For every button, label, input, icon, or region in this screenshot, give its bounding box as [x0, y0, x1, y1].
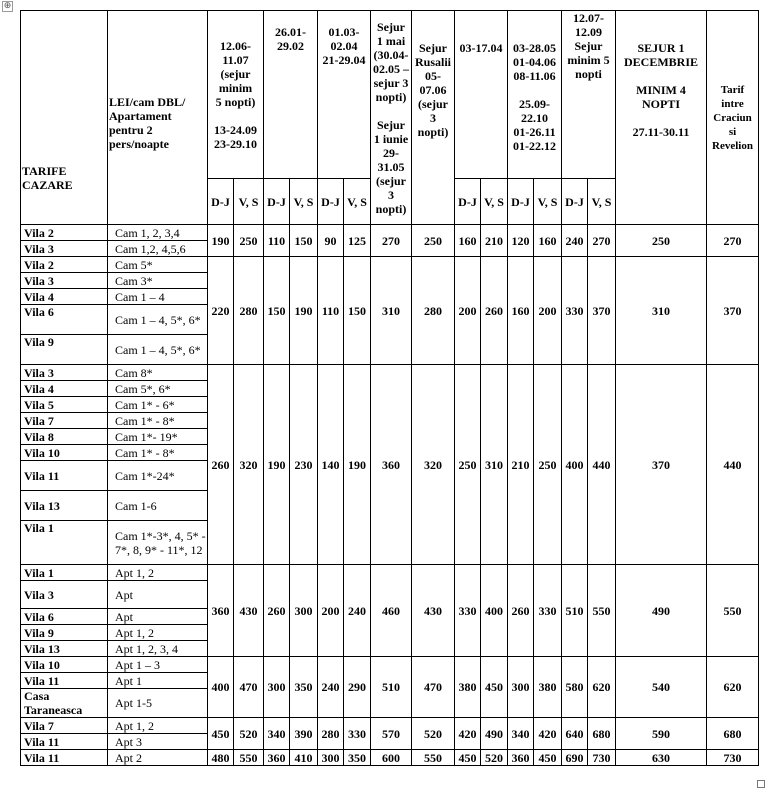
- room-list: Cam 1 – 4, 5*, 6*: [108, 335, 208, 365]
- header-line: 23-29.10: [214, 136, 257, 151]
- header-line: 29.02: [277, 39, 304, 53]
- price-cell: 150: [344, 257, 371, 365]
- vila-name: Vila 9: [21, 625, 108, 641]
- price-cell: 630: [616, 750, 707, 766]
- price-cell: 420: [455, 718, 481, 750]
- price-cell: 290: [344, 657, 371, 718]
- price-cell: 190: [208, 225, 234, 257]
- price-cell: 730: [707, 750, 759, 766]
- price-cell: 460: [371, 565, 412, 657]
- header-line: 02.05 –: [373, 61, 409, 76]
- header-line: 03-28.05: [513, 41, 556, 55]
- price-cell: 240: [562, 225, 588, 257]
- dj-label: D-J: [208, 179, 234, 225]
- header-line: 3: [430, 111, 436, 125]
- room-list: Apt 2: [108, 750, 208, 766]
- room-list: Apt 1, 2: [108, 718, 208, 734]
- room-list: Cam 5*, 6*: [108, 381, 208, 397]
- vila-name: Vila 3: [21, 241, 108, 257]
- header-line: [617, 111, 705, 125]
- price-cell: 330: [344, 718, 371, 750]
- header-line: 31.05: [377, 159, 405, 174]
- dj-label: D-J: [562, 179, 588, 225]
- period-1-header: [208, 11, 264, 179]
- price-cell: 120: [508, 225, 534, 257]
- table-row: [21, 718, 759, 734]
- header-line: [509, 83, 560, 97]
- price-cell: 350: [344, 750, 371, 766]
- room-list: Apt 1, 2: [108, 565, 208, 581]
- header-line: 02.04: [330, 39, 358, 53]
- header-line: Tarif: [720, 83, 745, 96]
- vila-name: Vila 10: [21, 657, 108, 673]
- price-cell: 570: [371, 718, 412, 750]
- room-list: Cam 1 – 4, 5*, 6*: [108, 305, 208, 335]
- room-list: Apt 1, 2: [108, 625, 208, 641]
- price-cell: 150: [290, 225, 318, 257]
- header-line: Craciun: [713, 111, 752, 124]
- period-2-header: [264, 11, 318, 179]
- price-cell: 280: [234, 257, 264, 365]
- price-cell: 200: [318, 565, 344, 657]
- vila-name: Vila 13: [21, 641, 108, 657]
- price-cell: 160: [455, 225, 481, 257]
- price-cell: 270: [707, 225, 759, 257]
- header-line: Revelion: [712, 139, 753, 152]
- price-cell: 360: [508, 750, 534, 766]
- period-10-header: [707, 11, 759, 225]
- table-move-handle-icon[interactable]: ⊕: [3, 1, 12, 11]
- vs-label: V, S: [481, 179, 508, 225]
- price-cell: 200: [455, 257, 481, 365]
- period-3-header: [318, 11, 371, 179]
- period-5-header: [412, 11, 455, 225]
- vs-label: V, S: [344, 179, 371, 225]
- header-line: NOPTI: [641, 97, 680, 111]
- header-line: Rusalii: [414, 55, 451, 69]
- price-cell: 620: [707, 657, 759, 718]
- table-row: [21, 225, 759, 241]
- room-list: Apt: [108, 581, 208, 609]
- vila-name: Vila 11: [21, 673, 108, 689]
- price-cell: 250: [412, 225, 455, 257]
- price-cell: 330: [534, 565, 562, 657]
- header-line: 05-: [425, 69, 441, 83]
- vila-name: Vila 7: [21, 718, 108, 734]
- vila-name: Vila 7: [21, 413, 108, 429]
- price-cell: 410: [290, 750, 318, 766]
- price-cell: 620: [588, 657, 616, 718]
- room-list: Cam 1*- 19*: [108, 429, 208, 445]
- period-4-header: [371, 11, 412, 225]
- price-cell: 540: [616, 657, 707, 718]
- price-cell: 440: [588, 365, 616, 565]
- vila-name: Vila 1: [21, 521, 108, 565]
- price-cell: 220: [208, 257, 234, 365]
- header-line: intre: [721, 97, 744, 110]
- room-list: Cam 5*: [108, 257, 208, 273]
- price-cell: 510: [562, 565, 588, 657]
- period-8-header: [562, 11, 616, 179]
- price-cell: 110: [264, 225, 290, 257]
- vila-name: Vila 8: [21, 429, 108, 445]
- vila-name: Vila 3: [21, 273, 108, 289]
- table-row: [21, 750, 759, 766]
- header-line: (30.04-: [373, 47, 409, 62]
- price-cell: 300: [508, 657, 534, 718]
- header-line: (sejur: [220, 66, 251, 81]
- price-cell: 600: [371, 750, 412, 766]
- room-list: Apt 1 – 3: [108, 657, 208, 673]
- price-cell: 370: [707, 257, 759, 365]
- price-cell: 360: [264, 750, 290, 766]
- vs-label: V, S: [234, 179, 264, 225]
- header-line: 01-04.06: [513, 55, 556, 69]
- price-cell: 300: [318, 750, 344, 766]
- price-cell: 350: [290, 657, 318, 718]
- header-line: DECEMBRIE: [623, 55, 698, 69]
- price-cell: 270: [588, 225, 616, 257]
- price-cell: 450: [481, 657, 508, 718]
- price-cell: 550: [234, 750, 264, 766]
- room-list: Cam 1, 2, 3,4: [108, 225, 208, 241]
- price-cell: 340: [508, 718, 534, 750]
- header-line: Sejur: [377, 19, 405, 34]
- header-line: [372, 104, 410, 118]
- header-line: 1 iunie: [373, 131, 409, 146]
- header-line: 5 nopti): [215, 94, 256, 109]
- header-line: Sejur: [419, 41, 447, 55]
- header-line: 29-: [383, 145, 399, 160]
- vila-name: Vila 2: [21, 225, 108, 241]
- price-cell: 240: [344, 565, 371, 657]
- price-cell: 430: [412, 565, 455, 657]
- price-cell: 210: [508, 365, 534, 565]
- price-cell: 430: [234, 565, 264, 657]
- price-cell: 580: [562, 657, 588, 718]
- room-list: Cam 1* - 8*: [108, 413, 208, 429]
- room-list: Cam 1-6: [108, 491, 208, 521]
- vs-label: V, S: [588, 179, 616, 225]
- price-cell: 260: [208, 365, 234, 565]
- vila-name: Vila 4: [21, 289, 108, 305]
- vila-name: Vila 11: [21, 734, 108, 750]
- header-line: 12.07-: [573, 11, 604, 25]
- vila-name: Vila 4: [21, 381, 108, 397]
- dj-label: D-J: [264, 179, 290, 225]
- header-line: (sejur: [376, 173, 406, 188]
- price-cell: 420: [534, 718, 562, 750]
- vila-name: Vila 1: [21, 565, 108, 581]
- price-cell: 300: [290, 565, 318, 657]
- room-list: Apt 1: [108, 673, 208, 689]
- room-list: Cam 1*-24*: [108, 461, 208, 491]
- price-cell: 590: [616, 718, 707, 750]
- room-list: Cam 1,2, 4,5,6: [108, 241, 208, 257]
- header-line: 12.09: [575, 25, 602, 39]
- header-line: Sejur: [574, 39, 603, 53]
- price-cell: 520: [481, 750, 508, 766]
- lei-header: LEI/cam DBL/ Apartament pentru 2 pers/noapte: [108, 11, 208, 225]
- vs-label: V, S: [534, 179, 562, 225]
- header-line: 01-22.12: [513, 139, 556, 153]
- header-line: 03-17.04: [459, 41, 503, 55]
- room-list: Apt 3: [108, 734, 208, 750]
- price-cell: 680: [707, 718, 759, 750]
- table-resize-handle-icon[interactable]: [757, 780, 765, 788]
- vila-name: Vila 2: [21, 257, 108, 273]
- period-9-header: [616, 11, 707, 225]
- price-cell: 480: [208, 750, 234, 766]
- price-cell: 250: [234, 225, 264, 257]
- header-line: nopti): [417, 125, 449, 139]
- price-cell: 400: [208, 657, 234, 718]
- table-row: [21, 365, 759, 381]
- price-cell: 490: [616, 565, 707, 657]
- price-cell: 330: [455, 565, 481, 657]
- vila-name: Casa Taraneasca: [21, 689, 108, 718]
- vs-label: V, S: [290, 179, 318, 225]
- tarife-table: [20, 10, 759, 766]
- vila-name: Vila 10: [21, 445, 108, 461]
- price-cell: 490: [481, 718, 508, 750]
- price-cell: 250: [534, 365, 562, 565]
- header-line: 11.07: [222, 52, 249, 67]
- tarife-cazare-header: TARIFE CAZARE: [21, 11, 108, 225]
- table-row: [21, 565, 759, 581]
- room-list: Cam 3*: [108, 273, 208, 289]
- price-cell: 510: [371, 657, 412, 718]
- price-cell: 550: [412, 750, 455, 766]
- price-cell: 90: [318, 225, 344, 257]
- room-list: Cam 1 – 4: [108, 289, 208, 305]
- header-line: 12.06-: [220, 38, 251, 53]
- room-list: Cam 1* - 6*: [108, 397, 208, 413]
- header-line: (sejur: [418, 97, 448, 111]
- price-cell: 320: [412, 365, 455, 565]
- price-cell: 125: [344, 225, 371, 257]
- price-cell: 380: [534, 657, 562, 718]
- header-line: SEJUR 1: [637, 41, 685, 55]
- room-list: Cam 1* - 8*: [108, 445, 208, 461]
- vila-name: Vila 11: [21, 461, 108, 491]
- price-cell: 550: [707, 565, 759, 657]
- dj-label: D-J: [318, 179, 344, 225]
- price-cell: 300: [264, 657, 290, 718]
- vila-name: Vila 6: [21, 609, 108, 625]
- price-cell: 680: [588, 718, 616, 750]
- price-cell: 370: [588, 257, 616, 365]
- price-cell: 110: [318, 257, 344, 365]
- vila-name: Vila 3: [21, 365, 108, 381]
- price-cell: 640: [562, 718, 588, 750]
- price-cell: 240: [318, 657, 344, 718]
- header-line: 27.11-30.11: [632, 125, 690, 139]
- price-cell: 260: [264, 565, 290, 657]
- header-line: sejur 3: [373, 75, 409, 90]
- price-cell: 310: [371, 257, 412, 365]
- header-line: nopti: [575, 67, 602, 81]
- header-line: Sejur: [377, 117, 405, 132]
- price-cell: 260: [508, 565, 534, 657]
- price-cell: 310: [481, 365, 508, 565]
- price-cell: 190: [290, 257, 318, 365]
- price-cell: 250: [616, 225, 707, 257]
- price-cell: 160: [508, 257, 534, 365]
- price-cell: 320: [234, 365, 264, 565]
- vila-name: Vila 9: [21, 335, 108, 365]
- table-row: [21, 257, 759, 273]
- dj-label: D-J: [508, 179, 534, 225]
- header-line: 01.03-: [328, 25, 360, 39]
- period-7-header: [508, 11, 562, 179]
- price-cell: 360: [208, 565, 234, 657]
- price-cell: 210: [481, 225, 508, 257]
- price-cell: 360: [371, 365, 412, 565]
- price-cell: 520: [234, 718, 264, 750]
- header-line: 21-29.04: [322, 53, 366, 67]
- room-list: Apt 1-5: [108, 689, 208, 718]
- vila-name: Vila 5: [21, 397, 108, 413]
- price-cell: 160: [534, 225, 562, 257]
- price-cell: 230: [290, 365, 318, 565]
- header-line: [209, 109, 262, 123]
- price-cell: 260: [481, 257, 508, 365]
- header-line: nopti): [375, 89, 407, 104]
- header-line: 25.09-: [519, 97, 550, 111]
- table-row: [21, 657, 759, 673]
- header-line: MINIM 4: [636, 83, 686, 97]
- price-cell: 440: [707, 365, 759, 565]
- vila-name: Vila 6: [21, 305, 108, 335]
- header-line: 13-24.09: [214, 122, 257, 137]
- room-list: Apt 1, 2, 3, 4: [108, 641, 208, 657]
- room-list: Cam 1*-3*, 4, 5* - 7*, 8, 9* - 11*, 12: [108, 521, 208, 565]
- header-line: 3: [388, 187, 394, 202]
- vila-name: Vila 11: [21, 750, 108, 766]
- price-cell: 550: [588, 565, 616, 657]
- price-cell: 200: [534, 257, 562, 365]
- header-line: 08-11.06: [513, 69, 556, 83]
- header-line: [617, 69, 705, 83]
- price-cell: 450: [534, 750, 562, 766]
- price-cell: 310: [616, 257, 707, 365]
- price-cell: 250: [455, 365, 481, 565]
- room-list: Apt: [108, 609, 208, 625]
- price-cell: 450: [208, 718, 234, 750]
- header-line: 22.10: [521, 111, 548, 125]
- price-cell: 380: [455, 657, 481, 718]
- price-cell: 140: [318, 365, 344, 565]
- header-line: 07.06: [419, 83, 447, 97]
- header-line: 26.01-: [275, 25, 306, 39]
- header-line: 01-26.11: [513, 125, 556, 139]
- price-cell: 400: [562, 365, 588, 565]
- header-line: nopti): [375, 201, 407, 216]
- room-list: Cam 8*: [108, 365, 208, 381]
- dj-label: D-J: [455, 179, 481, 225]
- header-line: si: [728, 125, 737, 138]
- price-cell: 340: [264, 718, 290, 750]
- price-cell: 280: [412, 257, 455, 365]
- price-cell: 190: [264, 365, 290, 565]
- price-cell: 470: [234, 657, 264, 718]
- vila-name: Vila 3: [21, 581, 108, 609]
- price-cell: 470: [412, 657, 455, 718]
- price-cell: 330: [562, 257, 588, 365]
- period-6-header: [455, 11, 508, 179]
- price-cell: 390: [290, 718, 318, 750]
- header-line: minim 5: [567, 53, 610, 67]
- header-line: 1 mai: [376, 33, 406, 48]
- price-cell: 400: [481, 565, 508, 657]
- price-cell: 280: [318, 718, 344, 750]
- price-cell: 690: [562, 750, 588, 766]
- price-cell: 270: [371, 225, 412, 257]
- price-cell: 520: [412, 718, 455, 750]
- price-cell: 150: [264, 257, 290, 365]
- header-line: minim: [218, 80, 253, 95]
- price-cell: 190: [344, 365, 371, 565]
- price-cell: 450: [455, 750, 481, 766]
- price-cell: 370: [616, 365, 707, 565]
- price-cell: 730: [588, 750, 616, 766]
- vila-name: Vila 13: [21, 491, 108, 521]
